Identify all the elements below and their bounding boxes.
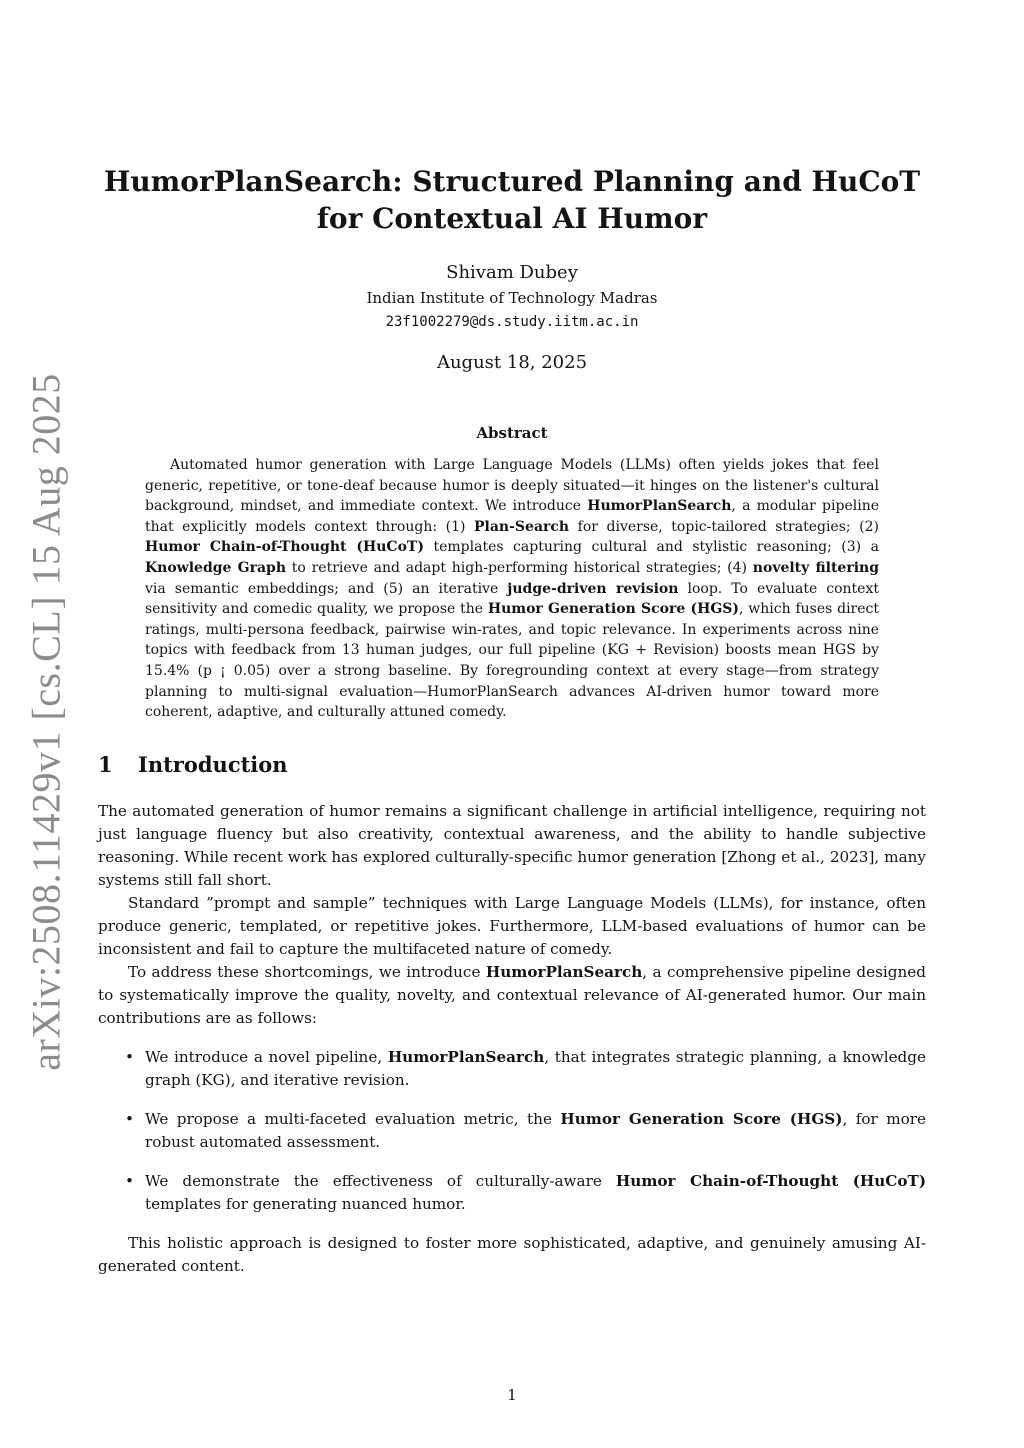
section-title: Introduction [138,752,288,777]
arxiv-stamp: arXiv:2508.11429v1 [cs.CL] 15 Aug 2025 [23,373,69,1071]
intro-paragraph-3: To address these shortcomings, we introduce HumorPlanSearch, a comprehensive pipeline designed to systematically improve the quality, novelty, and contextual relevance of AI-generated humor. Our main contributions are as follows: [98,963,926,1027]
author-affiliation: Indian Institute of Technology Madras [366,289,658,307]
page-number: 1 [507,1386,517,1404]
contributions-list [98,1046,926,1216]
author-email: 23f1002279@ds.study.iitm.ac.in [385,314,639,330]
intro-paragraph-1: The automated generation of humor remains a significant challenge in artificial intelligence, requiring not just language fluency but also creativity, contextual awareness, and the ability to handle subjective reasoning. While recent work has explored culturally-specific humor generation [Zhong et al., 2023], many systems still fall short. [98,802,926,889]
section-heading-introduction [98,752,288,777]
list-item: • We propose a multi-faceted evaluation metric, the Humor Generation Score (HGS), for more robust automated assessment. [125,1110,926,1151]
list-item: • We introduce a novel pipeline, HumorPlanSearch, that integrates strategic planning, a knowledge graph (KG), and iterative revision. [125,1048,926,1089]
bullet-icon: • [125,1110,134,1128]
intro-paragraph-4: This holistic approach is designed to foster more sophisticated, adaptive, and genuinely amusing AI-generated content. [98,1234,926,1275]
section-number: 1 [98,752,113,777]
introduction-body [98,800,926,1278]
intro-paragraph-2: Standard ”prompt and sample” techniques with Large Language Models (LLMs), for instance, often produce generic, templated, or repetitive jokes. Furthermore, LLM-based evaluations of humor can be inconsistent and fail to capture the multifaceted nature of comedy. [98,894,926,958]
abstract-heading: Abstract [476,424,548,442]
paper-date: August 18, 2025 [436,352,588,373]
bullet-icon: • [125,1172,134,1190]
bullet-icon: • [125,1048,134,1066]
list-item: • We demonstrate the effectiveness of culturally-aware Humor Chain-of-Thought (HuCoT) templates for generating nuanced humor. [125,1172,927,1213]
abstract-text: Automated humor generation with Large Language Models (LLMs) often yields jokes that feel generic, repetitive, or tone-deaf because humor is deeply situated—it hinges on the listener's cultural background, mindset, and immediate context. We introduce HumorPlanSearch, a modular pipeline that explicitly models context through: (1) Plan-Search for diverse, topic-tailored strategies; (2) Humor Chain-of-Thought (HuCoT) templates capturing cultural and stylistic reasoning; (3) a Knowledge Graph to retrieve and adapt high-performing historical strategies; (4) novelty filtering via semantic embeddings; and (5) an iterative judge-driven revision loop. To evaluate context sensitivity and comedic quality, we propose the Humor Generation Score (HGS), which fuses direct ratings, multi-persona feedback, pairwise win-rates, and topic relevance. In experiments across nine topics with feedback from 13 human judges, our full pipeline (KG + Revision) boosts mean HGS by 15.4% (p ¡ 0.05) over a strong baseline. By foregrounding context at every stage—from strategy planning to multi-signal evaluation—HumorPlanSearch advances AI-driven humor toward more coherent, adaptive, and culturally attuned comedy. [145,457,880,721]
paper-title: HumorPlanSearch: Structured Planning and HuCoT for Contextual AI Humor [103,165,921,235]
author-name: Shivam Dubey [446,262,578,283]
